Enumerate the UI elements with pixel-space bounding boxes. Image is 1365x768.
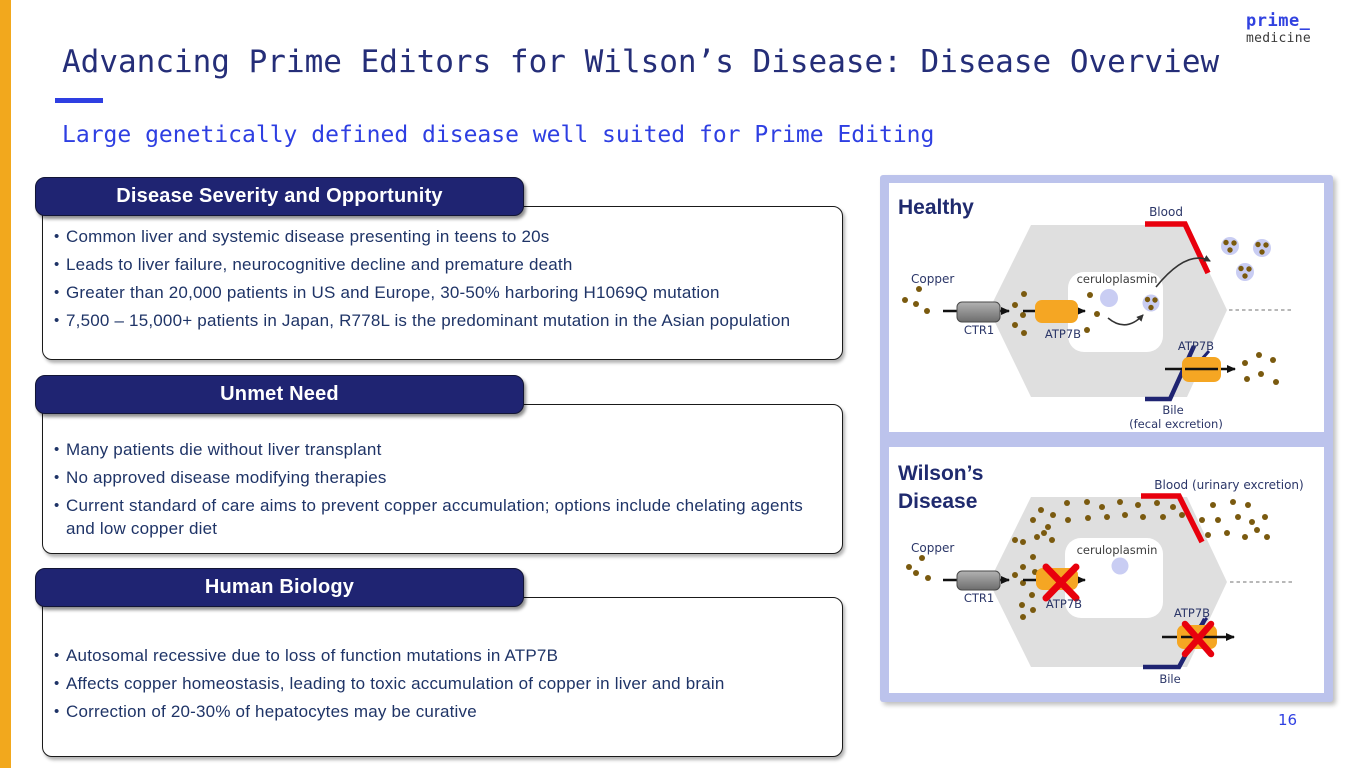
copper-dots-extracellular	[906, 555, 931, 581]
blood-label: Blood	[1149, 205, 1183, 219]
section-header-disease-severity	[35, 177, 524, 216]
bullet-item: • Affects copper homeostasis, leading to toxic accumulation of copper in liver and brain	[43, 672, 832, 695]
bullet-item: • Greater than 20,000 patients in US and Europe, 30-50% harboring H1069Q mutation	[43, 281, 832, 304]
copper-label: Copper	[911, 272, 955, 286]
bullet-item: • 7,500 – 15,000+ patients in Japan, R778L is the predominant mutation in the Asian population	[43, 309, 832, 332]
logo-secondary-text: medicine	[1246, 31, 1312, 46]
bullet-list	[43, 644, 842, 723]
copper-ceruloplasmin-complex	[1143, 295, 1160, 312]
diagram-panel-container	[880, 175, 1333, 702]
atp7b-bile-label: ATP7B	[1173, 606, 1211, 620]
section-body-disease-severity	[42, 206, 843, 360]
copper-dots-in-blood	[1199, 499, 1270, 540]
copper-complexes-in-blood	[1221, 237, 1271, 281]
section-header-label: Human Biology	[204, 576, 355, 598]
atp7b-label: ATP7B	[1044, 327, 1082, 341]
section-body-unmet-need	[42, 404, 843, 554]
section-header-unmet-need	[35, 375, 524, 414]
left-accent-bar	[0, 0, 11, 768]
healthy-diagram-panel	[889, 183, 1324, 432]
healthy-cell-diagram	[889, 183, 1324, 432]
bullet-item: • Common liver and systemic disease presenting in teens to 20s	[43, 225, 832, 248]
atp7b-label: ATP7B	[1045, 597, 1083, 611]
bile-label: Bile	[1162, 403, 1184, 417]
prime-medicine-logo	[1246, 13, 1311, 45]
bullet-item: • Current standard of care aims to prevent copper accumulation; options include chelating agents and low copper diet	[43, 494, 832, 540]
atp7b-transporter	[1035, 300, 1078, 323]
ctr1-transporter	[957, 302, 1000, 322]
bullet-list	[43, 438, 842, 540]
bullet-item: • Autosomal recessive due to loss of function mutations in ATP7B	[43, 644, 832, 667]
bullet-list	[43, 225, 842, 332]
copper-dots-bile	[1242, 352, 1279, 385]
page-number: 16	[1278, 711, 1298, 729]
section-header-label: Unmet Need	[220, 383, 339, 405]
ctr1-label: CTR1	[963, 591, 995, 605]
atp7b-bile-label: ATP7B	[1177, 339, 1215, 353]
bile-label: Bile	[1159, 672, 1181, 686]
bullet-item: • Many patients die without liver transplant	[43, 438, 832, 461]
ceruloplasmin-protein	[1112, 558, 1129, 575]
bullet-item: • Leads to liver failure, neurocognitive decline and premature death	[43, 253, 832, 276]
copper-dots-extracellular	[902, 286, 930, 314]
logo-primary-text: prime_	[1246, 11, 1311, 31]
slide-subtitle: Large genetically defined disease well suited for Prime Editing	[62, 122, 935, 148]
section-header-label: Disease Severity and Opportunity	[116, 185, 443, 207]
ctr1-label: CTR1	[963, 323, 995, 337]
bullet-item: • No approved disease modifying therapies	[43, 466, 832, 489]
wilsons-diagram-panel	[889, 447, 1324, 693]
ceruloplasmin-label: ceruloplasmin	[1076, 272, 1158, 286]
wilsons-title-line1: Wilson’s	[898, 462, 984, 485]
wilsons-cell-diagram	[889, 447, 1324, 693]
ctr1-transporter	[957, 571, 1000, 590]
section-header-human-biology	[35, 568, 524, 607]
slide-title: Advancing Prime Editors for Wilson’s Disease: Disease Overview	[62, 44, 1220, 80]
healthy-title: Healthy	[898, 196, 974, 219]
wilsons-title-line2: Disease	[898, 490, 978, 513]
title-underline-dash	[55, 98, 103, 103]
blood-label: Blood (urinary excretion)	[1154, 478, 1304, 492]
section-body-human-biology	[42, 597, 843, 757]
ceruloplasmin-protein	[1100, 289, 1118, 307]
copper-label: Copper	[911, 541, 955, 555]
ceruloplasmin-label: ceruloplasmin	[1076, 543, 1158, 557]
bile-sublabel: (fecal excretion)	[1129, 417, 1223, 431]
bullet-item: • Correction of 20-30% of hepatocytes may be curative	[43, 700, 832, 723]
